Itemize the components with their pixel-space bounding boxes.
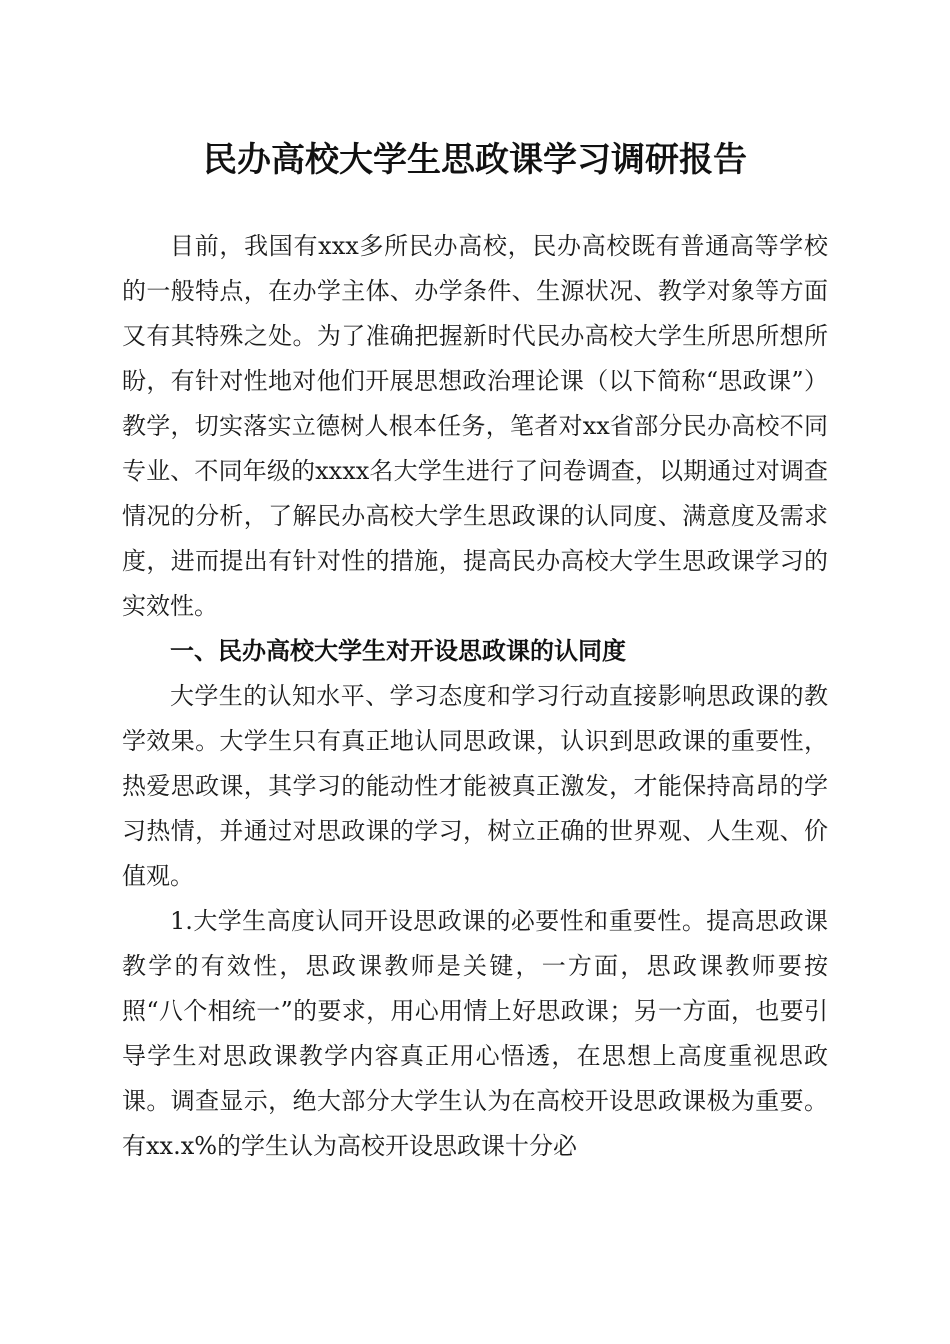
point-1-paragraph: 1.大学生高度认同开设思政课的必要性和重要性。提高思政课教学的有效性，思政课教师是关键，一方面，思政课教师要按照“八个相统一”的要求，用心用情上好思政课；另一方面，也要引导学生对思政课教学内容真正用心悟透，在思想上高度重视思政课。调查显示，绝大部分大学生认为在高校开设思政课极为重要。有xx.x%的学生认为高校开设思政课十分必 xyxy=(122,907,828,1160)
document-body xyxy=(122,224,828,1169)
intro-paragraph: 目前，我国有xxx多所民办高校，民办高校既有普通高等学校的一般特点，在办学主体、办学条件、生源状况、教学对象等方面又有其特殊之处。为了准确把握新时代民办高校大学生所思所想所盼，有针对性地对他们开展思想政治理论课（以下简称“思政课”）教学，切实落实立德树人根本任务，笔者对xx省部分民办高校不同专业、不同年级的xxxx名大学生进行了问卷调查，以期通过对调查情况的分析，了解民办高校大学生思政课的认同度、满意度及需求度，进而提出有针对性的措施，提高民办高校大学生思政课学习的实效性。 xyxy=(122,232,828,620)
document-title: 民办高校大学生思政课学习调研报告 xyxy=(203,140,747,180)
section-1-heading: 一、民办高校大学生对开设思政课的认同度 xyxy=(170,637,626,665)
section-1-paragraph: 大学生的认知水平、学习态度和学习行动直接影响思政课的教学效果。大学生只有真正地认同思政课，认识到思政课的重要性，热爱思政课，其学习的能动性才能被真正激发，才能保持高昂的学习热情，并通过对思政课的学习，树立正确的世界观、人生观、价值观。 xyxy=(122,682,828,890)
